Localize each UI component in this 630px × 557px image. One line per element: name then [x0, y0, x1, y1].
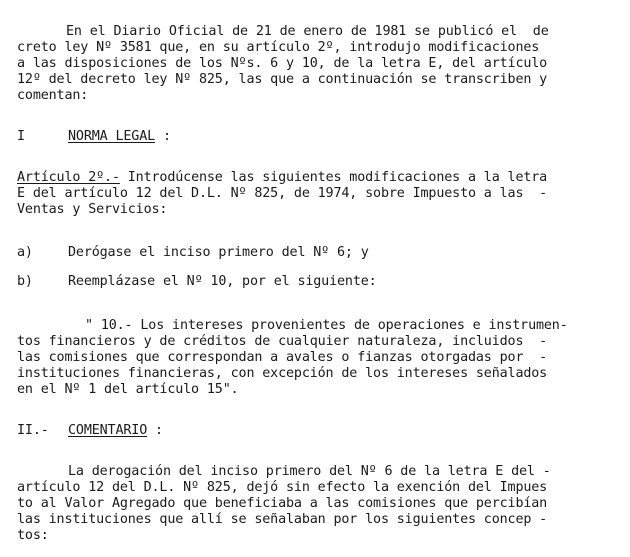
article-line-1 — [17, 170, 547, 185]
section-2-title: COMENTARIO — [68, 423, 148, 438]
section-1-heading — [68, 129, 171, 144]
quote-line-3: las comisiones que correspondan a avales o fianzas otorgadas por - — [17, 350, 548, 365]
quote-line-4: instituciones financieras, con excepción de los intereses señalados — [17, 366, 548, 381]
article-line-3: Ventas y Servicios: — [17, 202, 168, 217]
comment-line-1: La derogación del inciso primero del Nº 6 de la letra E del - — [68, 464, 551, 479]
intro-line-3: a las disposiciones de los Nºs. 6 y 10, de la letra E, del artículo — [17, 56, 548, 71]
comment-line-5: tos: — [17, 528, 49, 543]
intro-line-2: creto ley Nº 3581 que, en su artículo 2º, introdujo modificaciones — [17, 40, 540, 55]
quote-line-5: en el Nº 1 del artículo 15". — [17, 382, 239, 397]
section-2-colon: : — [155, 423, 163, 438]
section-2-heading — [68, 423, 163, 438]
section-1-colon: : — [162, 129, 171, 144]
comment-line-2: artículo 12 del D.L. Nº 825, dejó sin efecto la exención del Impues — [17, 480, 548, 495]
item-a-text: Derógase el inciso primero del Nº 6; y — [68, 245, 369, 260]
item-b-text: Reemplázase el Nº 10, por el siguiente: — [68, 274, 377, 289]
intro-line-4: 12º del decreto ley Nº 825, las que a continuación se transcriben y — [17, 72, 548, 87]
comment-line-3: to al Valor Agregado que beneficiaba a las comisiones que percibían — [17, 496, 548, 511]
quote-line-2: tos financieros y de créditos de cualquier naturaleza, incluidos - — [17, 334, 548, 349]
item-a-marker: a) — [17, 245, 33, 260]
section-1-title: NORMA LEGAL — [68, 129, 156, 144]
intro-line-1: En el Diario Oficial de 21 de enero de 1981 se publicó el de — [66, 24, 549, 39]
comment-line-4: las instituciones que allí se señalaban por los siguientes concep - — [17, 512, 548, 527]
section-1-number: I — [17, 129, 25, 144]
article-line-1-text: Introdúcense las siguientes modificaciones a la letra — [119, 170, 548, 185]
article-label: Artículo 2º.- — [17, 170, 120, 185]
quote-line-1: " 10.- Los intereses provenientes de operaciones e instrumen- — [85, 318, 568, 333]
article-line-2: E del artículo 12 del D.L. Nº 825, de 1974, sobre Impuesto a las - — [17, 186, 548, 201]
intro-line-5: comentan: — [17, 88, 89, 103]
item-b-marker: b) — [17, 274, 33, 289]
section-2-number: II.- — [17, 423, 49, 438]
